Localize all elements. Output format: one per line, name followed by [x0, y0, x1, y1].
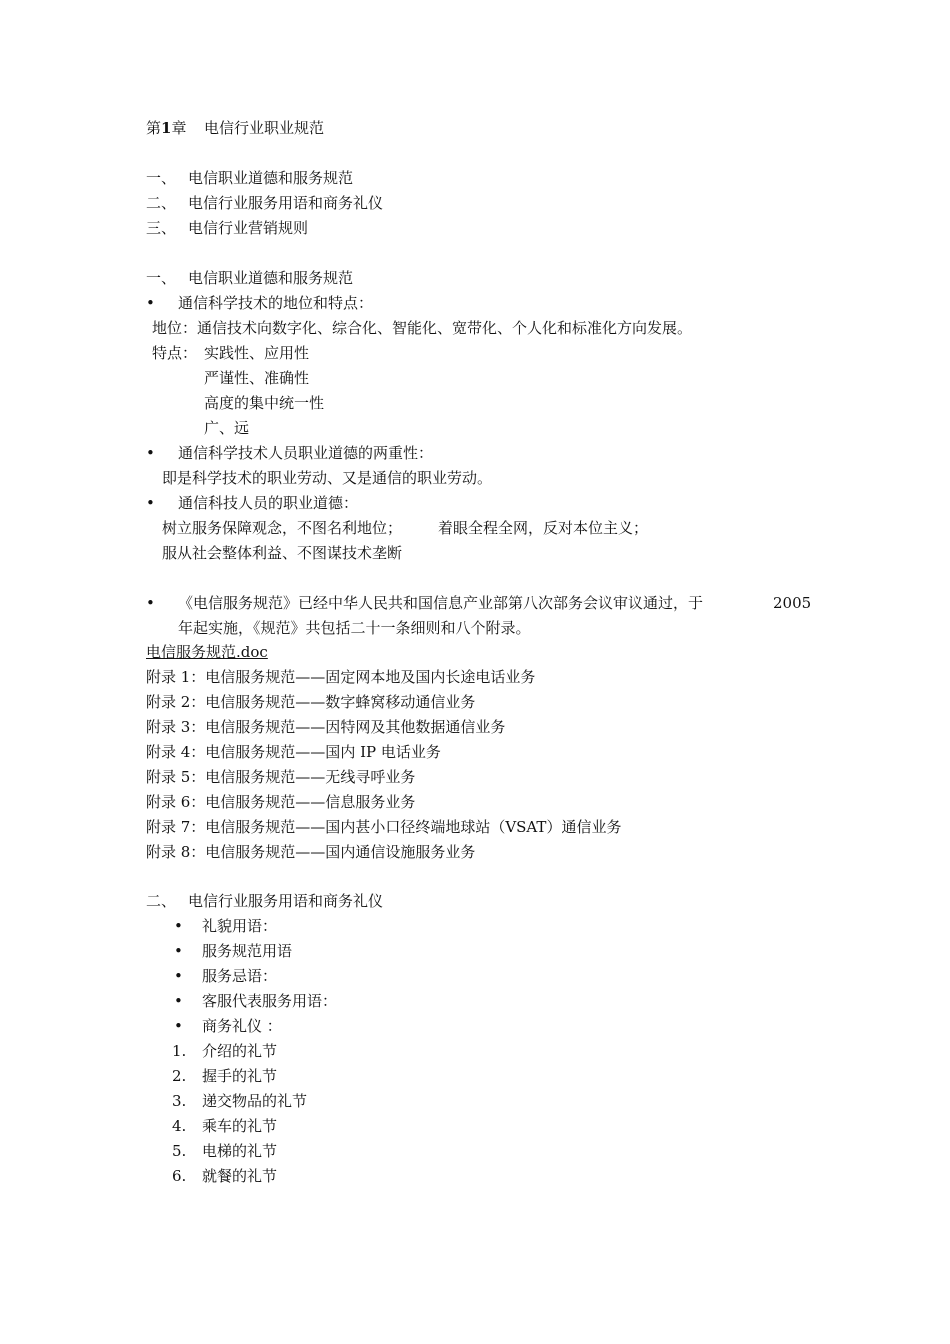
- toc-item-1: 电信职业道德和服务规范: [188, 169, 354, 187]
- bullet-item: 客服代表服务用语：: [202, 992, 338, 1010]
- chapter-heading: 电信行业职业规范: [204, 119, 325, 137]
- bullet-ethics: 通信科技人员的职业道德：: [178, 494, 359, 512]
- ethics-line-1a: 树立服务保障观念，不图名利地位；: [162, 519, 403, 537]
- appendix-item: 附录 2：电信服务规范——数字蜂窝移动通信业务: [146, 693, 476, 711]
- list-item: 递交物品的礼节: [202, 1092, 308, 1110]
- list-number: 6.: [172, 1167, 187, 1185]
- section1-num: 一、: [146, 269, 177, 287]
- list-item: 握手的礼节: [202, 1067, 278, 1085]
- features-label: 特点：: [152, 344, 198, 362]
- bullet-icon: •: [174, 942, 183, 960]
- appendix-item: 附录 8：电信服务规范——国内通信设施服务业务: [146, 843, 476, 861]
- chapter-suffix: 章: [171, 119, 187, 137]
- section2-heading: 电信行业服务用语和商务礼仪: [188, 892, 384, 910]
- feature-item: 高度的集中统一性: [204, 394, 325, 412]
- bullet-icon: •: [146, 494, 155, 512]
- list-number: 5.: [172, 1142, 187, 1160]
- toc-num-2: 二、: [146, 194, 177, 212]
- toc-num-1: 一、: [146, 169, 177, 187]
- list-number: 4.: [172, 1117, 187, 1135]
- bullet-item: 服务规范用语: [202, 942, 293, 960]
- bullet-icon: •: [146, 444, 155, 462]
- appendix-item: 附录 4：电信服务规范——国内 IP 电话业务: [146, 743, 441, 761]
- spec-intro-2: 年起实施，《规范》共包括二十一条细则和八个附录。: [178, 619, 531, 637]
- toc-item-2: 电信行业服务用语和商务礼仪: [188, 194, 384, 212]
- feature-item: 实践性、应用性: [204, 344, 310, 362]
- bullet-icon: •: [174, 992, 183, 1010]
- toc-num-3: 三、: [146, 219, 177, 237]
- list-number: 2.: [172, 1067, 187, 1085]
- list-item: 电梯的礼节: [202, 1142, 278, 1160]
- section2-num: 二、: [146, 892, 177, 910]
- bullet-item: 礼貌用语：: [202, 917, 278, 935]
- spec-intro-year: 2005: [773, 594, 812, 612]
- spec-intro-1: 《电信服务规范》已经中华人民共和国信息产业部第八次部务会议审议通过，于: [178, 594, 704, 612]
- bullet-item: 服务忌语：: [202, 967, 278, 985]
- appendix-item: 附录 5：电信服务规范——无线寻呼业务: [146, 768, 416, 786]
- chapter-title: [146, 118, 186, 138]
- bullet-icon: •: [174, 967, 183, 985]
- bullet-icon: •: [146, 294, 155, 312]
- appendix-item: 附录 6：电信服务规范——信息服务业务: [146, 793, 416, 811]
- list-number: 1.: [172, 1042, 187, 1060]
- list-item: 就餐的礼节: [202, 1167, 278, 1185]
- bullet-icon: •: [146, 594, 155, 612]
- appendix-item: 附录 7：电信服务规范——国内甚小口径终端地球站（VSAT）通信业务: [146, 818, 622, 836]
- bullet-tech-status: 通信科学技术的地位和特点：: [178, 294, 374, 312]
- appendix-item: 附录 1：电信服务规范——固定网本地及国内长途电话业务: [146, 668, 536, 686]
- ethics-line-2: 服从社会整体利益、不图谋技术垄断: [162, 544, 403, 562]
- ethics-line-1b: 着眼全程全网，反对本位主义；: [438, 519, 649, 537]
- appendix-item: 附录 3：电信服务规范——因特网及其他数据通信业务: [146, 718, 506, 736]
- bullet-icon: •: [174, 1017, 183, 1035]
- doc-link[interactable]: 电信服务规范.doc: [146, 643, 268, 661]
- list-item: 乘车的礼节: [202, 1117, 278, 1135]
- chapter-number: 1: [161, 119, 172, 137]
- status-line: 地位：通信技术向数字化、综合化、智能化、宽带化、个人化和标准化方向发展。: [152, 319, 693, 337]
- section1-heading: 电信职业道德和服务规范: [188, 269, 354, 287]
- duality-text: 即是科学技术的职业劳动、又是通信的职业劳动。: [162, 469, 493, 487]
- list-item: 介绍的礼节: [202, 1042, 278, 1060]
- feature-item: 广、远: [204, 419, 250, 437]
- bullet-item: 商务礼仪 ：: [202, 1017, 282, 1035]
- list-number: 3.: [172, 1092, 187, 1110]
- bullet-duality: 通信科学技术人员职业道德的两重性：: [178, 444, 434, 462]
- toc-item-3: 电信行业营销规则: [188, 219, 309, 237]
- bullet-icon: •: [174, 917, 183, 935]
- chapter-prefix: 第: [146, 119, 162, 137]
- feature-item: 严谨性、准确性: [204, 369, 310, 387]
